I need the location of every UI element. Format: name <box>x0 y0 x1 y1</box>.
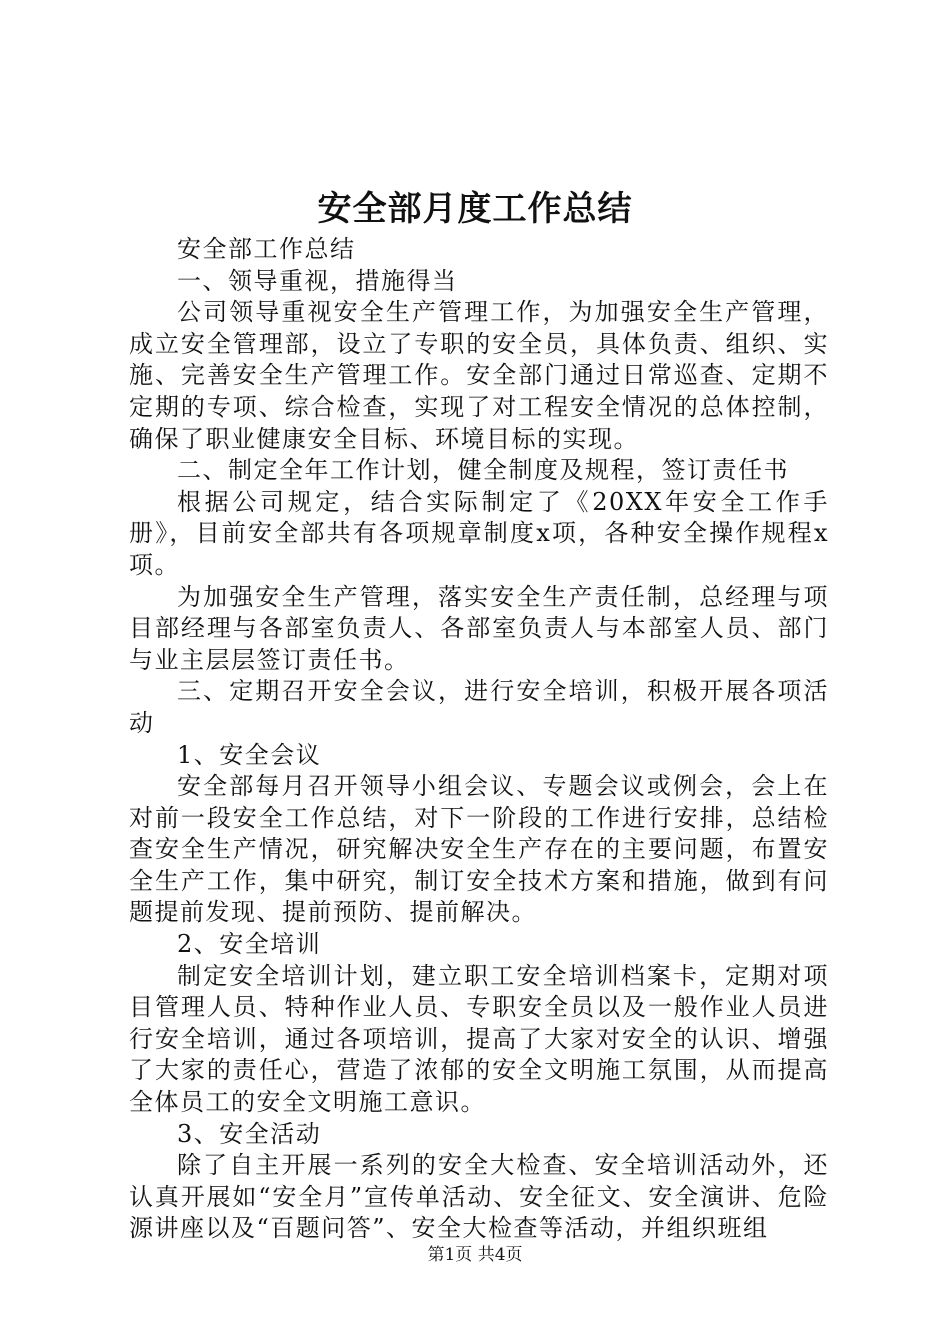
section-heading-2: 二、制定全年工作计划，健全制度及规程，签订责任书 <box>177 456 789 485</box>
subsection-heading-2: 2、安全培训 <box>177 930 322 959</box>
subsection-heading-1: 1、安全会议 <box>177 740 322 769</box>
document-body <box>129 234 829 1245</box>
section-heading-1: 一、领导重视，措施得当 <box>177 266 458 295</box>
paragraph-heading: 安全部工作总结 <box>177 235 356 263</box>
page-footer: 第1页 共4页 <box>427 1245 523 1265</box>
paragraph: 为加强安全生产管理，落实安全生产责任制，总经理与项目部经理与各部室负责人、各部室负责人与本部室人员、部门与业主层层签订责任书。 <box>129 582 829 674</box>
section-heading-3: 三、定期召开安全会议，进行安全培训，积极开展各项活动 <box>129 677 829 737</box>
paragraph: 制定安全培训计划，建立职工安全培训档案卡，定期对项目管理人员、特种作业人员、专职安全员以及一般作业人员进行安全培训，通过各项培训，提高了大家对安全的认识、增强了大家的责任心，营造了浓郁的安全文明施工氛围，从而提高全体员工的安全文明施工意识。 <box>129 961 829 1117</box>
paragraph: 根据公司规定，结合实际制定了《20XX年安全工作手册》，目前安全部共有各项规章制度x项，各种安全操作规程x项。 <box>129 487 829 579</box>
document-title: 安全部月度工作总结 <box>317 189 633 229</box>
subsection-heading-3: 3、安全活动 <box>177 1119 322 1148</box>
paragraph: 除了自主开展一系列的安全大检查、安全培训活动外，还认真开展如“安全月”宣传单活动、安全征文、安全演讲、危险源讲座以及“百题问答”、安全大检查等活动，并组织班组 <box>129 1151 829 1243</box>
paragraph: 公司领导重视安全生产管理工作，为加强安全生产管理，成立安全管理部，设立了专职的安全员，具体负责、组织、实施、完善安全生产管理工作。安全部门通过日常巡查、定期不定期的专项、综合检查，实现了对工程安全情况的总体控制，确保了职业健康安全目标、环境目标的实现。 <box>129 298 829 453</box>
paragraph: 安全部每月召开领导小组会议、专题会议或例会，会上在对前一段安全工作总结，对下一阶段的工作进行安排，总结检查安全生产情况，研究解决安全生产存在的主要问题，布置安全生产工作，集中研究，制订安全技术方案和措施，做到有问题提前发现、提前预防、提前解决。 <box>129 772 829 927</box>
